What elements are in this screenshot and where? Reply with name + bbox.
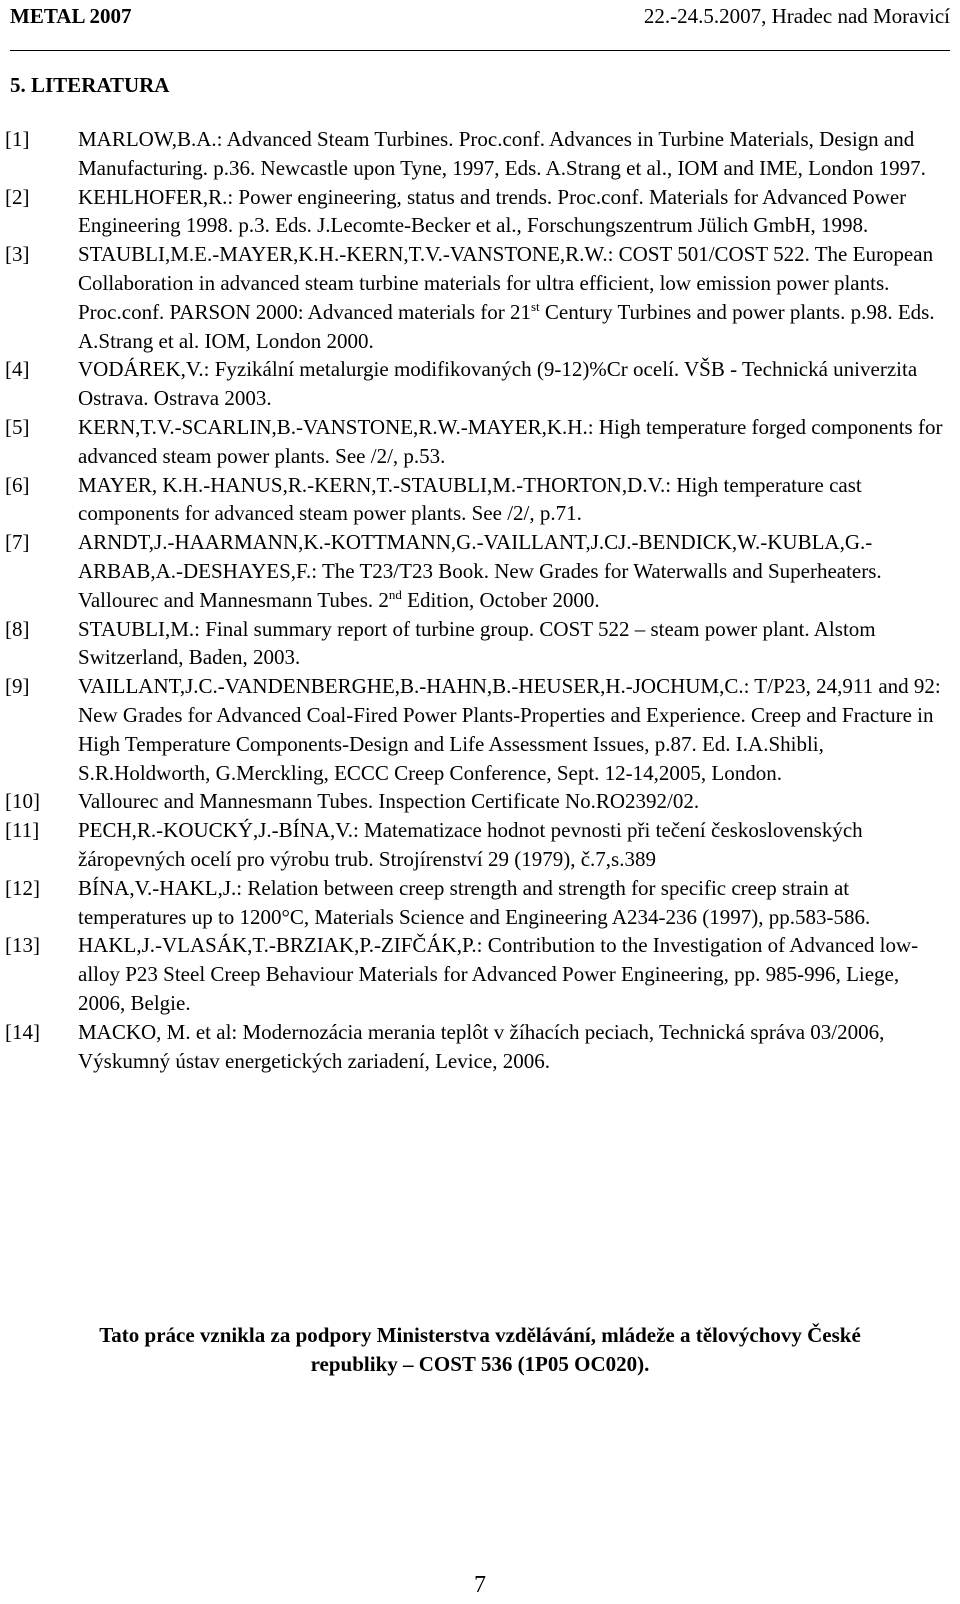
reference-text: VAILLANT,J.C.-VANDENBERGHE,B.-HAHN,B.-HEUSER,H.-JOCHUM,C.: T/P23, 24,911 and 92: New Grades for Advanced Coal-Fired Power Plants-Properties and Experience. Creep and Fracture in High Temperature Components-Design and Life Assessment Issues, p.87. Ed. I.A.Shibli, S.R.Holdworth, G.Merckling, ECCC Creep Conference, Sept. 12-14,2005, London. [78, 674, 941, 785]
reference-number: [10] [5, 789, 40, 814]
conference-date-location: 22.-24.5.2007, Hradec nad Moravicí [643, 4, 950, 28]
reference-number: [3] [5, 242, 30, 267]
reference-number: [9] [5, 674, 30, 699]
reference-number: [13] [5, 933, 40, 958]
reference-text: KERN,T.V.-SCARLIN,B.-VANSTONE,R.W.-MAYER,K.H.: High temperature forged components for advanced steam power plants. See /2/, p.53. [78, 414, 943, 468]
reference-number: [5] [5, 414, 30, 439]
reference-item [0, 183, 960, 241]
reference-item [0, 240, 960, 355]
reference-number: [7] [5, 530, 30, 555]
page-header [10, 2, 950, 32]
reference-text: STAUBLI,M.: Final summary report of turbine group. COST 522 – steam power plant. Alstom Switzerland, Baden, 2003. [78, 616, 876, 670]
reference-number: [2] [5, 184, 30, 209]
acknowledgement-line: republiky – COST 536 (1P05 OC020). [310, 1352, 650, 1376]
reference-text: BÍNA,V.-HAKL,J.: Relation between creep strength and strength for specific creep strain at temperatures up to 1200°C, Materials Science and Engineering A234-236 (1997), pp.583-586. [78, 875, 871, 929]
reference-number: [14] [5, 1019, 40, 1044]
reference-list [0, 125, 960, 1075]
reference-text [78, 240, 948, 355]
reference-item [0, 471, 960, 529]
section-title: 5. LITERATURA [10, 73, 170, 97]
reference-text-part: Century Turbines and power plants. p.98. Eds. A.Strang et al. IOM, London 2000. [78, 299, 935, 353]
reference-text: HAKL,J.-VLASÁK,T.-BRZIAK,P.-ZIFČÁK,P.: Contribution to the Investigation of Advanced low-alloy P23 Steel Creep Behaviour Materials for Advanced Power Engineering, pp. 985-996, Liege, 2006, Belgie. [78, 933, 919, 1015]
reference-item [0, 355, 960, 413]
reference-text-part: Edition, October 2000. [401, 587, 600, 612]
reference-item [0, 874, 960, 932]
reference-item [0, 816, 960, 874]
reference-text: MACKO, M. et al: Modernozácia merania teplôt v žíhacích peciach, Technická správa 03/2006, Výskumný ústav energetických zariadení, Levice, 2006. [78, 1019, 885, 1073]
reference-number: [12] [5, 875, 40, 900]
reference-number: [4] [5, 357, 30, 382]
acknowledgement-line: Tato práce vznikla za podpory Ministerstva vzdělávání, mládeže a tělovýchovy České [99, 1323, 861, 1347]
reference-item [0, 125, 960, 183]
reference-item [0, 931, 960, 1017]
reference-text: KEHLHOFER,R.: Power engineering, status and trends. Proc.conf. Materials for Advanced Power Engineering 1998. p.3. Eds. J.Lecomte-Becker et al., Forschungszentrum Jülich GmbH, 1998. [78, 184, 907, 238]
header-divider [10, 50, 950, 51]
reference-item [0, 1018, 960, 1076]
reference-item [0, 787, 960, 816]
reference-number: [8] [5, 616, 30, 641]
reference-text: Vallourec and Mannesmann Tubes. Inspection Certificate No.RO2392/02. [78, 789, 700, 814]
reference-text [78, 528, 948, 614]
acknowledgement [0, 1321, 960, 1379]
reference-item [0, 672, 960, 787]
page-number: 7 [474, 1572, 486, 1598]
reference-text: MARLOW,B.A.: Advanced Steam Turbines. Proc.conf. Advances in Turbine Materials, Design and Manufacturing. p.36. Newcastle upon Tyne, 1997, Eds. A.Strang et al., IOM and IME, London 1997. [78, 127, 926, 180]
ordinal-superscript: nd [388, 586, 402, 602]
reference-number: [11] [5, 818, 40, 843]
conference-name: METAL 2007 [10, 4, 132, 28]
reference-item [0, 413, 960, 471]
reference-number: [1] [5, 127, 30, 151]
reference-number: [6] [5, 472, 30, 497]
ordinal-superscript: st [531, 298, 540, 314]
reference-text-part: ARNDT,J.-HAARMANN,K.-KOTTMANN,G.-VAILLANT,J.CJ.-BENDICK,W.-KUBLA,G.-ARBAB,A.-DESHAYES,F.: The T23/T23 Book. New Grades for Waterwalls and Superheaters. Vallourec and Mannesmann Tubes. 2 [78, 530, 882, 612]
reference-text: VODÁREK,V.: Fyzikální metalurgie modifikovaných (9-12)%Cr ocelí. VŠB - Technická univerzita Ostrava. Ostrava 2003. [78, 357, 918, 411]
reference-text-part: STAUBLI,M.E.-MAYER,K.H.-KERN,T.V.-VANSTONE,R.W.: COST 501/COST 522. The European Collaboration in advanced steam turbine materials for ultra efficient, low emission power plants. Proc.conf. PARSON 2000: Advanced materials for 21 [78, 242, 934, 324]
reference-text: MAYER, K.H.-HANUS,R.-KERN,T.-STAUBLI,M.-THORTON,D.V.: High temperature cast components for advanced steam power plants. See /2/, p.71. [78, 472, 862, 526]
reference-text: PECH,R.-KOUCKÝ,J.-BÍNA,V.: Matematizace hodnot pevnosti při tečení československých žáropevných ocelí pro výrobu trub. Strojírenství 29 (1979), č.7,s.389 [78, 818, 863, 871]
reference-item [0, 615, 960, 673]
reference-item [0, 528, 960, 614]
